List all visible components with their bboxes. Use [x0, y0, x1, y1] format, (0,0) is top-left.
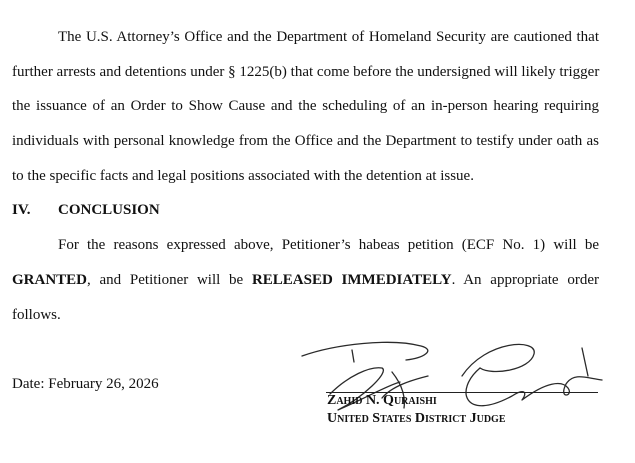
- paragraph-text: . An appropriate order: [451, 272, 599, 288]
- date-line: Date: February 26, 2026: [12, 376, 159, 392]
- paragraph-line: For the reasons expressed above, Petitioner’s habeas petition (ECF No. 1) will be: [58, 237, 599, 253]
- paragraph-line: [12, 271, 599, 289]
- granted-text: GRANTED: [12, 272, 88, 288]
- judge-title: United States District Judge: [327, 411, 506, 426]
- section-title: CONCLUSION: [58, 202, 160, 218]
- released-text: RELEASED IMMEDIATELY: [251, 272, 452, 288]
- judge-name: Zahid N. Quraishi: [327, 393, 437, 408]
- section-number: IV.: [12, 202, 31, 218]
- paragraph-text: , and Petitioner will be: [87, 272, 252, 288]
- paragraph-line: the issuance of an Order to Show Cause and the scheduling of an in-person hearing requiring: [12, 98, 599, 114]
- paragraph-line: The U.S. Attorney’s Office and the Department of Homeland Security are cautioned that: [58, 29, 599, 45]
- paragraph-line: individuals with personal knowledge from the Office and the Department to testify under oath as: [12, 133, 599, 149]
- paragraph-line: further arrests and detentions under § 1225(b) that come before the undersigned will likely trigger: [12, 64, 600, 80]
- paragraph-line: to the specific facts and legal positions associated with the detention at issue.: [12, 168, 474, 184]
- paragraph-line: follows.: [12, 307, 61, 323]
